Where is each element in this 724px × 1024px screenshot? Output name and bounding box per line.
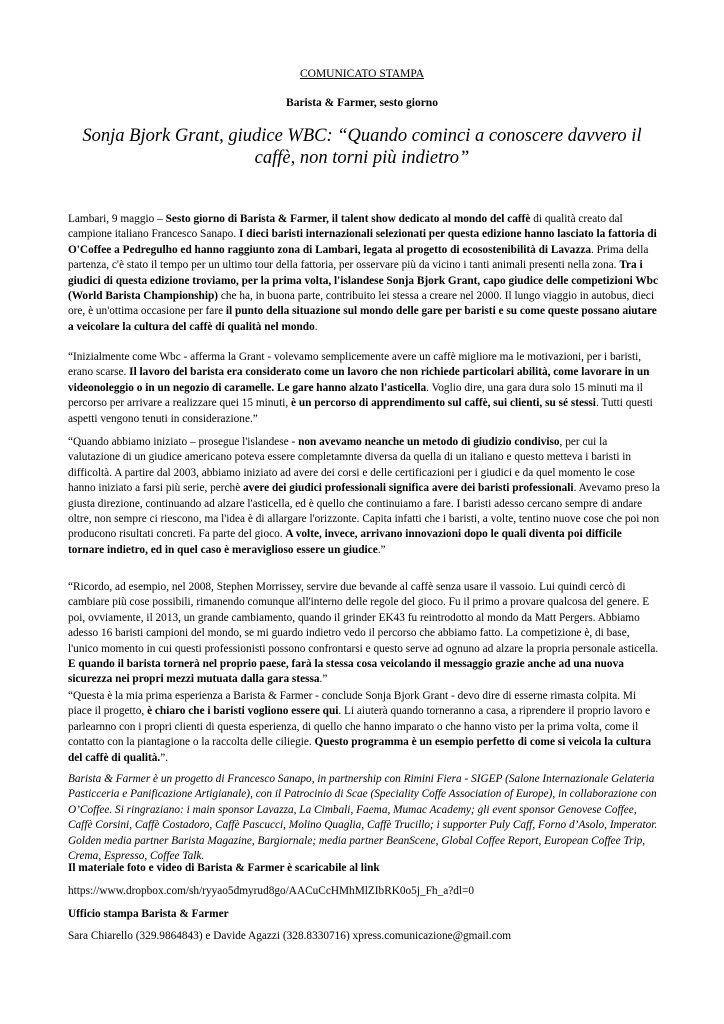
- text-run: .”: [377, 543, 386, 556]
- document-subtitle: Barista & Farmer, sesto giorno: [286, 97, 438, 109]
- media-note: Il materiale foto e video di Barista & Farmer è scaricabile al link: [68, 862, 380, 874]
- text-run: , per cui la valutazione di un giudice americano poteva essere completamnte diversa da quella di un italiano e questo metteva i baristi in difficoltà. A partire dal 2003, abbiamo iniziato ad avere dei corsi e delle certificazioni per i giudici e da quel momento le cose hanno iniziato a farsi più serie, perchè: [68, 436, 635, 495]
- text-run: .”: [319, 673, 328, 686]
- paragraph-intro: [68, 212, 660, 335]
- text-run: . Avevamo preso la giusta direzione, continuando ad alzare l'asticella, ed è quello che continuiamo a fare. I baristi adesso cercano sempre di andare oltre, non sempre ci riescono, ma l'idea è di allargare l'orizzonte. Capita infatti che i baristi, a volte, tentino nuove cose che poi non producono risultati concreti. Fa parte del gioco.: [68, 482, 660, 541]
- bold-run: E quando il barista tornerà nel proprio paese, farà la stessa cosa veicolando il messaggio grazie anche ad una nuova sicurezza nei propri mezzi mutuata dalla gara stessa: [68, 658, 624, 686]
- bold-run: è chiaro che i baristi vogliono essere qui: [147, 705, 339, 718]
- paragraph-quote-4: [68, 689, 660, 766]
- bold-run: Tra i giudici di questa edizione troviamo, per la prima volta, l'islandese Sonja Bjork Grant, capo giudice delle competizioni Wbc (World Barista Championship): [68, 259, 658, 303]
- headline: Sonja Bjork Grant, giudice WBC: “Quando cominci a conoscere davvero il caffè, non torni più indietro”: [82, 126, 642, 168]
- document-label: COMUNICATO STAMPA: [299, 68, 424, 80]
- text-run: “Ricordo, ad esempio, nel 2008, Stephen Morrissey, servire due bevande al caffè senza usare il vassoio. Lui quindi cercò di cambiare più cose possibili, rimanendo comunque all'interno delle regole del gioco. Fu il primo a provare qualcosa del genere. E poi, ovviamente, il 2013, un grande cambiamento, quando il grinder EK43 fu reintrodotto al mondo da Matt Pergers. Abbiamo adesso 16 baristi campioni del mondo, se mi guardo indietro vedo il percorso che abbiamo fatto. La competizione è, di base, l'unico momento in cui questi professionisti possono confrontarsi e questo serve ad ognuno ad alzare la propria personale asticella.: [68, 581, 659, 655]
- text-run: “Inizialmente come Wbc - afferma la Grant - volevamo semplicemente avere un caffè migliore ma le motivazioni, per i baristi, erano scarse.: [68, 351, 642, 379]
- press-office-title: Ufficio stampa Barista & Farmer: [68, 908, 229, 920]
- media-link[interactable]: https://www.dropbox.com/sh/ryyao5dmyrud8go/AACuCcHMhMlZIbRK0o5j_Fh_a?dl=0: [68, 885, 475, 897]
- text-run: che ha, in buona parte, contribuito lei stessa a creare nel 2000. Il lungo viaggio in autobus, dieci ore, è un'ottima occasione per fare: [68, 290, 655, 318]
- text-run: “Quando abbiamo iniziato – prosegue l'islandese -: [68, 436, 299, 448]
- credits-paragraph: Barista & Farmer è un progetto di Francesco Sanapo, in partnership con Rimini Fiera - SIGEP (Salone Internazionale Gelateria Pasticceria e Panificazione Artigianale), con il Patrocinio di Scae (Speciality Coffe Association of Europe), in collaborazione con O’Coffee. Si ringraziano: i main sponsor Lavazza, La Cimbali, Faema, Mumac Academy; gli event sponsor Genovese Coffee, Caffè Corsini, Caffè Costadoro, Caffè Pascucci, Molino Quaglia, Caffè Trucillo; i supporter Puly Caff, Forno d’Asolo, Imperator. Golden media partner Barista Magazine, Bargiornale; media partner BeanScene, Global Coffee Report, European Coffee Trip, Crema, Espresso, Coffee Talk.: [68, 773, 658, 863]
- text-run: “Questa è la mia prima esperienza a Barista & Farmer - conclude Sonja Bjork Grant - devo dire di esserne rimasta colpita. Mi piace il progetto,: [68, 690, 637, 718]
- text-run: . Prima della partenza, c'è stato il tempo per un ultimo tour della fattoria, per osservare più da vicino i tanti animali presenti nella zona.: [68, 243, 649, 272]
- text-run: .: [314, 320, 318, 333]
- bold-run: I dieci baristi internazionali selezionati per questa edizione hanno lasciato la fattoria di O'Coffee a Pedregulho ed hanno raggiunto zona di Lambari, legata al progetto di ecosostenibilità di Lavazza: [68, 228, 657, 256]
- bold-run: non avevamo neanche un metodo di giudizio condiviso: [298, 436, 560, 448]
- bold-run: avere dei giudici professionali significa avere dei baristi professionali: [243, 482, 574, 495]
- bold-run: Il lavoro del barista era considerato come un lavoro che non richiede particolari abilità, come lavorare in un videonoleggio o in un negozio di caramelle. Le gare hanno alzato l'asticella: [68, 366, 650, 394]
- text-run: . Voglio dire, una gara dura solo 15 minuti ma il percorso per arrivare a realizzare quei 15 minuti,: [68, 381, 643, 410]
- press-office-contacts: Sara Chiarello (329.9864843) e Davide Agazzi (328.8330716) xpress.comunicazione@gmail.com: [68, 930, 512, 942]
- text-run: . Li aiuterà quando torneranno a casa, a riprendere il proprio lavoro e parlearnno con i propri clienti di questa esperienza, di quello che hanno imparato o che hanno visto per la prima volta, come il contatto con la piantagione o la raccolta delle ciliegie.: [68, 705, 651, 749]
- bold-run: Questo programma è un esempio perfetto di come si veicola la cultura del caffè di qualità.: [68, 736, 651, 764]
- text-run: di qualità creato dal campione italiano Francesco Sanapo.: [68, 213, 623, 241]
- text-run: ”.: [160, 751, 169, 764]
- paragraph-quote-1: [68, 350, 660, 427]
- text-run: Lambari, 9 maggio –: [68, 213, 166, 225]
- text-run: . Tutti questi aspetti vengono tenuti in considerazione.”: [68, 397, 653, 425]
- bold-run: è un percorso di apprendimento sul caffè, sui clienti, su sé stessi: [291, 397, 596, 410]
- bold-run: Sesto giorno di Barista & Farmer, il talent show dedicato al mondo del caffè: [165, 213, 531, 225]
- paragraph-quote-3: [68, 580, 660, 688]
- paragraph-quote-2: [68, 435, 660, 558]
- bold-run: A volte, invece, arrivano innovazioni dopo le quali diventa poi difficile tornare indietro, ed in quel caso è meraviglioso essere un giudice: [68, 528, 622, 556]
- bold-run: il punto della situazione sul mondo delle gare per baristi e su come queste possano aiutare a veicolare la cultura del caffè di qualità nel mondo: [68, 305, 657, 333]
